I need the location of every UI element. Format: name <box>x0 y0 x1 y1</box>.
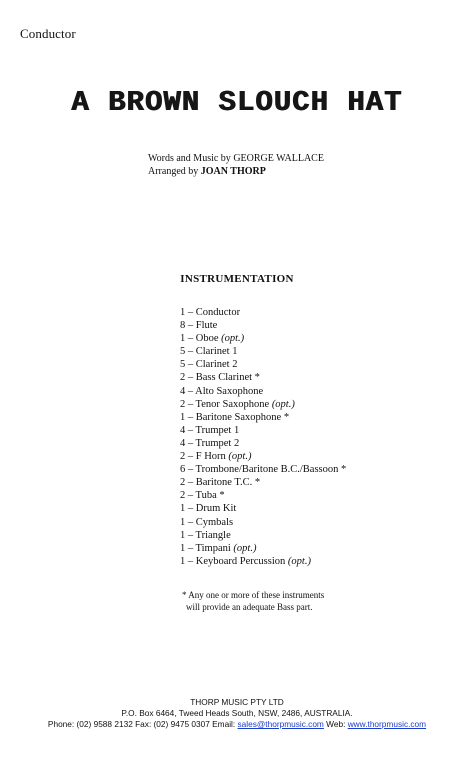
instrument-item: 1 – Baritone Saxophone * <box>180 411 290 423</box>
footnote-line: will provide an adequate Bass part. <box>186 602 313 612</box>
publisher-address: P.O. Box 6464, Tweed Heads South, NSW, 2486, AUSTRALIA. <box>121 708 353 718</box>
footnote-line: * Any one or more of these instruments <box>182 590 325 600</box>
instrument-item: 1 – Keyboard Percussion (opt.) <box>180 555 311 567</box>
instrument-item: 5 – Clarinet 2 <box>180 359 238 371</box>
instrument-item: 2 – Tenor Saxophone (opt.) <box>180 398 295 410</box>
instrument-item: 1 – Timpani (opt.) <box>180 542 257 554</box>
instrument-item: 1 – Oboe (opt.) <box>180 333 245 345</box>
instrument-item: 1 – Triangle <box>180 529 231 541</box>
credits <box>148 152 324 178</box>
phone-fax-text: Phone: (02) 9588 2132 Fax: (02) 9475 0307 Email: <box>47 719 238 729</box>
composer-prefix: Words and Music by <box>148 153 234 164</box>
publisher-footer <box>0 697 474 730</box>
instrument-item: 4 – Trumpet 2 <box>180 437 240 449</box>
instrument-item: 1 – Conductor <box>180 307 241 318</box>
instrument-item: 2 – Tuba * <box>180 490 225 502</box>
instrument-item: 8 – Flute <box>180 320 218 332</box>
web-label: Web: <box>323 719 348 729</box>
instrument-item: 2 – F Horn (opt.) <box>180 451 252 463</box>
instrument-item: 4 – Trumpet 1 <box>180 424 240 436</box>
instrument-item: 5 – Clarinet 1 <box>180 346 238 358</box>
instrument-item: 2 – Baritone T.C. * <box>180 477 261 489</box>
instrument-item: 4 – Alto Saxophone <box>180 385 264 397</box>
instrument-item: 1 – Drum Kit <box>180 503 237 515</box>
instrumentation-list <box>180 306 346 568</box>
publisher-name: THORP MUSIC PTY LTD <box>190 697 284 707</box>
instrumentation-heading: INSTRUMENTATION <box>180 273 294 285</box>
instrument-item: 6 – Trombone/Baritone B.C./Bassoon * <box>180 464 347 476</box>
website-link[interactable]: www.thorpmusic.com <box>347 719 427 729</box>
composer-credit <box>148 152 324 165</box>
publisher-contact <box>0 719 474 730</box>
composer-name: GEORGE WALLACE <box>233 153 324 164</box>
instrument-item: 1 – Cymbals <box>180 516 234 528</box>
email-link[interactable]: sales@thorpmusic.com <box>237 719 324 729</box>
part-label: Conductor <box>20 26 76 41</box>
arranger-prefix: Arranged by <box>148 166 201 177</box>
instrument-item: 2 – Bass Clarinet * <box>180 372 260 384</box>
bass-part-footnote <box>182 589 324 613</box>
piece-title: A BROWN SLOUCH HAT <box>71 86 403 119</box>
arranger-name: JOAN THORP <box>200 166 266 177</box>
arranger-credit <box>148 165 324 178</box>
